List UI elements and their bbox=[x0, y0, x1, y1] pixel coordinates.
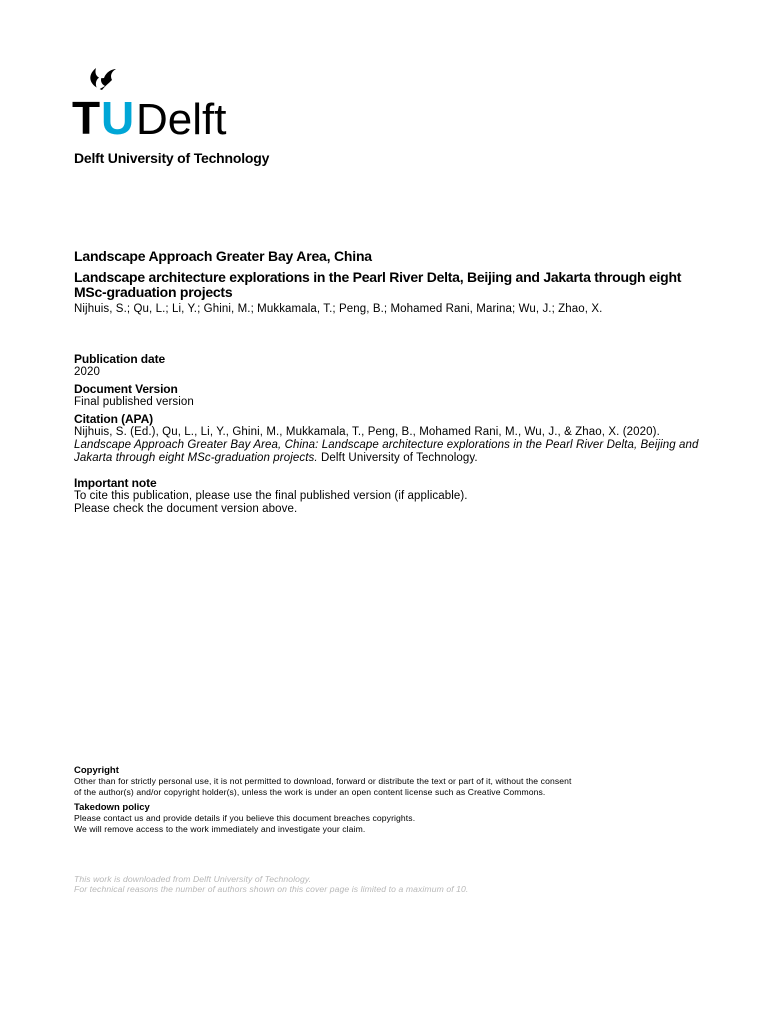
citation-prefix: Nijhuis, S. (Ed.), Qu, L., Li, Y., Ghini, M., Mukkamala, T., Peng, B., Mohamed Rani, M., Wu, J., & Zhao, X. (2020). bbox=[74, 426, 660, 438]
logo-delft: Delft bbox=[136, 95, 227, 138]
download-footer bbox=[74, 874, 694, 894]
citation-title: Landscape Approach Greater Bay Area, China: Landscape architecture explorations in the Pearl River Delta, Beijing and Jakarta through eight MSc-graduation projects. bbox=[74, 439, 699, 464]
title-block bbox=[74, 248, 704, 316]
institution-name: Delft University of Technology bbox=[74, 150, 270, 166]
copyright-line-1: Other than for strictly personal use, it is not permitted to download, forward or distribute the text or part of it, without the consent bbox=[74, 776, 572, 786]
footer-line-2: For technical reasons the number of authors shown on this cover page is limited to a maximum of 10. bbox=[74, 884, 469, 894]
takedown-line-1: Please contact us and provide details if you believe this document breaches copyrights. bbox=[74, 813, 416, 823]
logo-t: T bbox=[72, 92, 101, 138]
publication-date-section bbox=[74, 353, 704, 379]
tu-delft-logo bbox=[72, 66, 262, 138]
legal-section bbox=[74, 765, 694, 839]
citation-label: Citation (APA) bbox=[74, 412, 154, 426]
footer-line-1: This work is downloaded from Delft University of Technology. bbox=[74, 874, 312, 884]
important-note-section bbox=[74, 477, 704, 516]
logo-u: U bbox=[101, 92, 135, 138]
citation-section bbox=[74, 413, 704, 465]
document-version-value: Final published version bbox=[74, 396, 194, 408]
publication-date-label: Publication date bbox=[74, 352, 166, 366]
citation-suffix: Delft University of Technology. bbox=[317, 452, 478, 464]
important-note-line-2: Please check the document version above. bbox=[74, 503, 298, 515]
copyright-block bbox=[74, 765, 694, 797]
publication-date-value: 2020 bbox=[74, 366, 100, 378]
takedown-label: Takedown policy bbox=[74, 802, 150, 813]
tu-delft-logo-graphic bbox=[72, 66, 262, 138]
author-list: Nijhuis, S.; Qu, L.; Li, Y.; Ghini, M.; Mukkamala, T.; Peng, B.; Mohamed Rani, Marina; Wu, J.; Zhao, X. bbox=[74, 303, 603, 315]
document-title: Landscape Approach Greater Bay Area, China bbox=[74, 248, 372, 264]
metadata-section bbox=[74, 353, 704, 520]
copyright-line-2: of the author(s) and/or copyright holder(s), unless the work is under an open content license such as Creative Commons. bbox=[74, 786, 546, 797]
document-subtitle: Landscape architecture explorations in the Pearl River Delta, Beijing and Jakarta through eight MSc-graduation projects bbox=[74, 269, 682, 300]
citation-text bbox=[74, 426, 704, 465]
important-note-label: Important note bbox=[74, 476, 157, 490]
document-version-label: Document Version bbox=[74, 382, 178, 396]
copyright-label: Copyright bbox=[74, 765, 119, 776]
takedown-block bbox=[74, 802, 694, 834]
document-version-section bbox=[74, 383, 704, 409]
takedown-line-2: We will remove access to the work immediately and investigate your claim. bbox=[74, 823, 366, 834]
important-note-line-1: To cite this publication, please use the final published version (if applicable). bbox=[74, 490, 468, 502]
